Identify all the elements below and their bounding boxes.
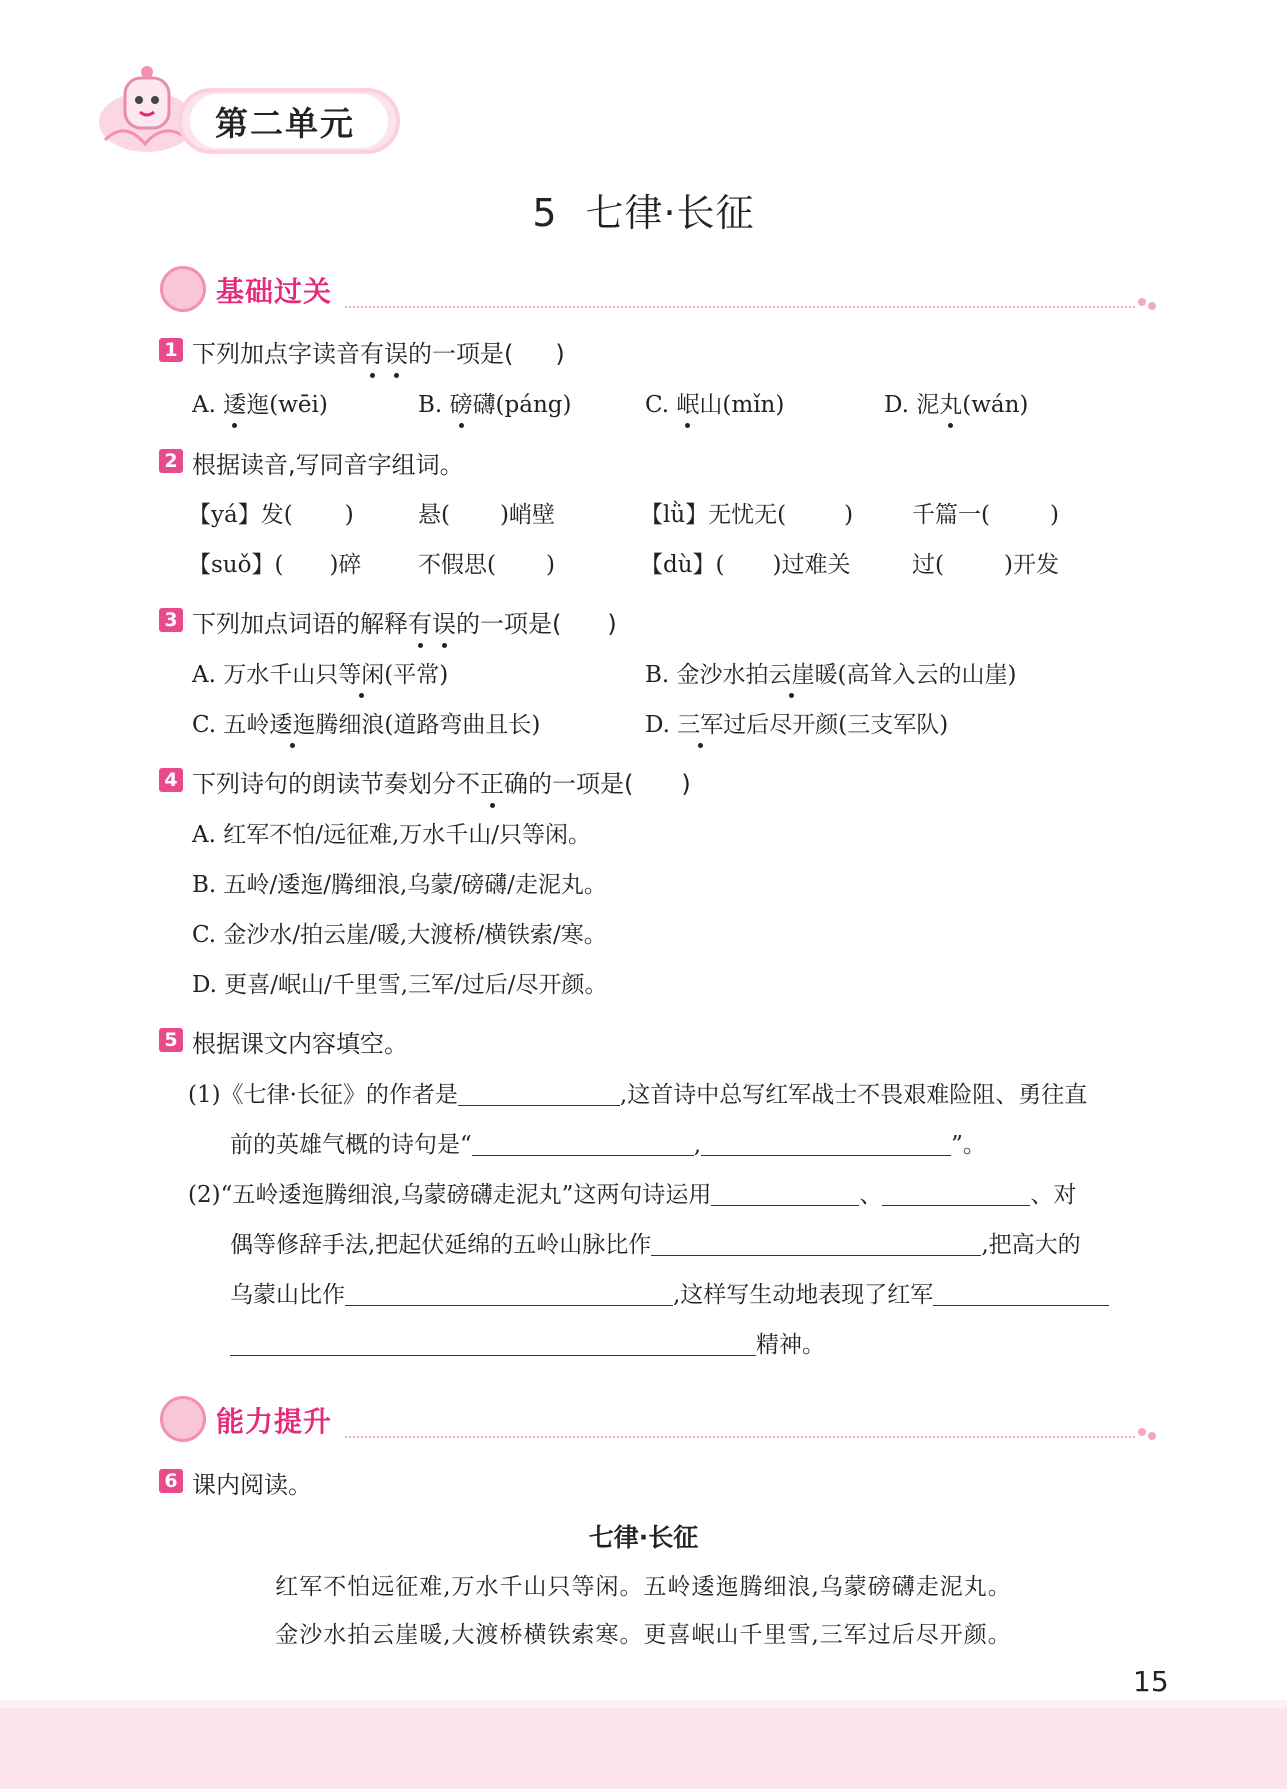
poem-title: 七律·长征 [588, 1523, 699, 1552]
question-stem: 课内阅读。 [192, 1471, 312, 1499]
q3-option-b[interactable]: B. 金沙水拍云崖暖(高耸入云的山崖) [645, 656, 1016, 689]
q1-option-d[interactable]: D. 泥丸(wán) [884, 386, 1028, 419]
question-stem: 下列加点词语的解释有误的一项是( ) [192, 604, 617, 639]
section-divider [345, 1436, 1135, 1438]
q3-option-d[interactable]: D. 三军过后尽开颜(三支军队) [645, 706, 948, 739]
q5-part2-line2: 偶等修辞手法,把起伏延绵的五岭山脉比作 ,把高大的 [230, 1226, 1081, 1259]
basics-section-icon [160, 266, 206, 312]
divider-dot [1148, 1432, 1156, 1440]
question-stem: 根据课文内容填空。 [192, 1030, 408, 1058]
question-number: 1 [159, 338, 183, 362]
q2-row1-item3: 【lǜ】无忧无( ) [640, 502, 854, 528]
answer-blank[interactable] [701, 1129, 951, 1156]
q2-row2-item1: 【suǒ】( )碎 [188, 552, 362, 578]
section-divider [345, 306, 1135, 308]
question-number: 5 [159, 1028, 183, 1052]
question-stem: 根据读音,写同音字组词。 [192, 451, 464, 479]
q4-option-d[interactable]: D. 更喜/岷山/千里雪,三军/过后/尽开颜。 [192, 972, 608, 998]
q2-row1-item4: 千篇一( ) [912, 502, 1059, 528]
lesson-number: 5 [532, 191, 558, 235]
q4-option-c[interactable]: C. 金沙水/拍云崖/暖,大渡桥/横铁索/寒。 [192, 922, 607, 948]
answer-blank[interactable] [472, 1129, 694, 1156]
q2-row1-item2: 悬( )峭壁 [418, 502, 555, 528]
answer-blank[interactable] [711, 1179, 859, 1206]
poem-line: 红军不怕远征难,万水千山只等闲。五岭逶迤腾细浪,乌蒙磅礴走泥丸。 [275, 1574, 1012, 1600]
q5-part1-line2: 前的英雄气概的诗句是“ , ”。 [230, 1126, 986, 1159]
divider-dot [1138, 298, 1146, 306]
unit-title: 第二单元 [215, 104, 355, 143]
section-title-basics: 基础过关 [216, 275, 333, 308]
question-stem: 下列诗句的朗读节奏划分不正确的一项是( ) [192, 764, 691, 799]
footer-band [0, 1708, 1287, 1789]
answer-blank[interactable] [933, 1279, 1109, 1306]
q1-option-c[interactable]: C. 岷山(mǐn) [645, 386, 784, 419]
q5-part1-line1: (1)《七律·长征》的作者是 ,这首诗中总写红军战士不畏艰难险阻、勇往直 [188, 1076, 1087, 1109]
q2-row2-item2: 不假思( ) [418, 552, 555, 578]
answer-blank[interactable] [230, 1329, 756, 1356]
ability-section-icon [160, 1396, 206, 1442]
q1-option-b[interactable]: B. 磅礴(páng) [418, 386, 571, 419]
question-stem: 下列加点字读音有误的一项是( ) [192, 334, 565, 369]
question-number: 3 [159, 608, 183, 632]
question-number: 6 [159, 1469, 183, 1493]
answer-blank[interactable] [651, 1229, 981, 1256]
answer-blank[interactable] [458, 1079, 620, 1106]
section-title-ability: 能力提升 [216, 1405, 333, 1438]
question-number: 4 [159, 768, 183, 792]
q2-row2-item3: 【dù】( )过难关 [640, 552, 851, 578]
page-number: 15 [1133, 1665, 1169, 1698]
q4-option-b[interactable]: B. 五岭/逶迤/腾细浪,乌蒙/磅礴/走泥丸。 [192, 872, 607, 898]
lesson-title [0, 182, 1287, 237]
q5-part2-line1: (2)“五岭逶迤腾细浪,乌蒙磅礴走泥丸”这两句诗运用 、 、对 [188, 1176, 1076, 1209]
q1-option-a[interactable]: A. 逶迤(wēi) [192, 386, 328, 419]
divider-dot [1138, 1428, 1146, 1436]
q5-part2-line3: 乌蒙山比作 ,这样写生动地表现了红军 [230, 1276, 1109, 1309]
answer-blank[interactable] [882, 1179, 1030, 1206]
q3-option-a[interactable]: A. 万水千山只等闲(平常) [192, 656, 448, 689]
q2-row1-item1: 【yá】发( ) [188, 502, 354, 528]
poem-line: 金沙水拍云崖暖,大渡桥横铁索寒。更喜岷山千里雪,三军过后尽开颜。 [275, 1622, 1012, 1648]
lesson-name: 七律·长征 [585, 191, 755, 235]
q5-part2-line4: 精神。 [230, 1326, 825, 1359]
question-number: 2 [159, 449, 183, 473]
divider-dot [1148, 302, 1156, 310]
q4-option-a[interactable]: A. 红军不怕/远征难,万水千山/只等闲。 [192, 822, 592, 848]
answer-blank[interactable] [345, 1279, 673, 1306]
q3-option-c[interactable]: C. 五岭逶迤腾细浪(道路弯曲且长) [192, 706, 540, 739]
q2-row2-item4: 过( )开发 [912, 552, 1059, 578]
